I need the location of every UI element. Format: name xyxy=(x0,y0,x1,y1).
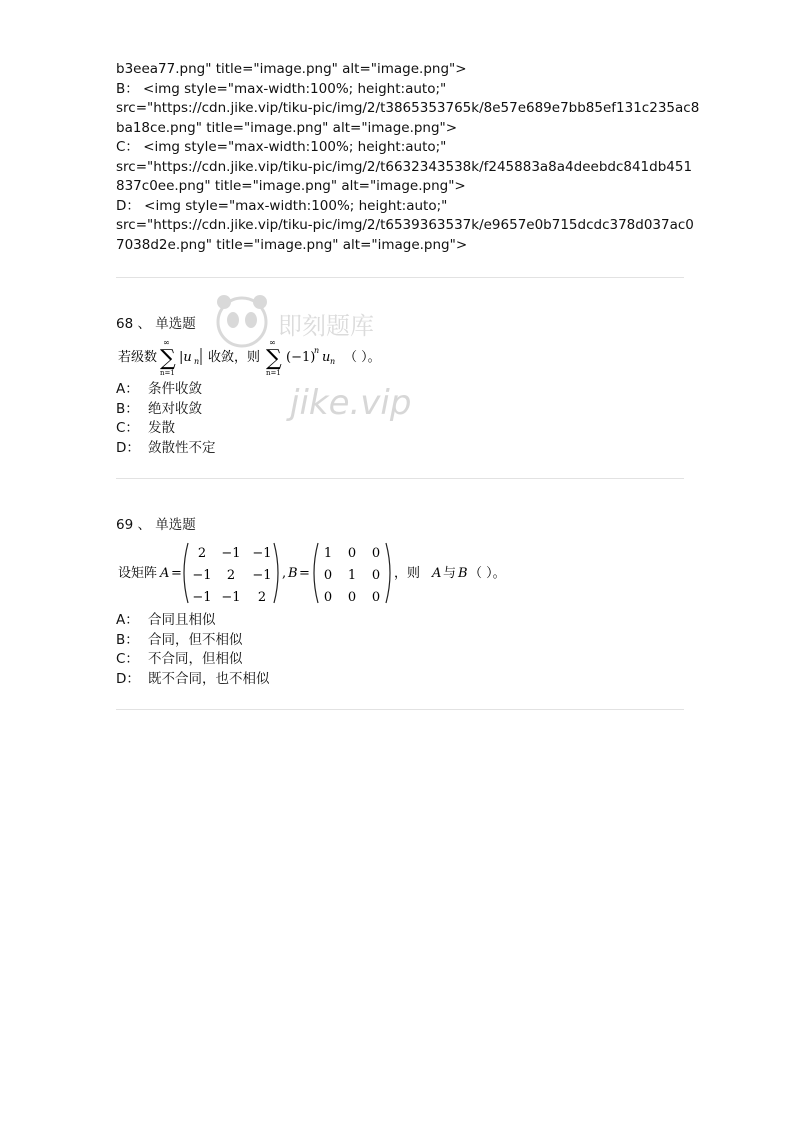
matrix-b-left-paren xyxy=(314,543,318,603)
matrix-b-cell: 0 xyxy=(371,568,381,583)
matrix-b-cell: 0 xyxy=(347,590,357,605)
option-b[interactable] xyxy=(116,400,684,420)
question-69 xyxy=(116,515,684,689)
matrix-a-cell: −1 xyxy=(192,590,212,605)
equals-sign: = xyxy=(171,566,182,581)
question-header: 68 、 单选题 xyxy=(116,316,196,332)
stem-prefix: 设矩阵 xyxy=(118,566,158,581)
option-key: C： xyxy=(116,420,139,436)
text-line: ba18ce.png" title="image.png" alt="image.png"> xyxy=(116,119,458,136)
text-line: src="https://cdn.jike.vip/tiku-pic/img/2/t6539363537k/e9657e0b715dcdc378d037ac0 xyxy=(116,217,694,233)
term-abs-u: |u xyxy=(179,350,192,365)
suffix-b-label: B xyxy=(458,566,468,581)
matrix-b-cell: 0 xyxy=(347,546,357,561)
matrix-a-label: A xyxy=(160,566,170,581)
term-u: u xyxy=(322,350,331,365)
text-line: C： <img style="max-width:100%; height:auto;" xyxy=(116,139,447,155)
option-a[interactable] xyxy=(116,611,684,631)
text-line: src="https://cdn.jike.vip/tiku-pic/img/2/t3865353765k/8e57e689e7bb85ef131c235ac8 xyxy=(116,100,700,116)
term-minus-one: (−1) xyxy=(286,350,316,365)
option-c[interactable] xyxy=(116,650,684,670)
matrix-formula xyxy=(116,537,536,609)
matrix-b-right-paren xyxy=(386,543,390,603)
sum-symbol: ∑ xyxy=(266,346,282,371)
term-subscript: n xyxy=(194,357,200,366)
matrix-a-right-paren xyxy=(274,543,278,603)
option-key: B： xyxy=(116,400,139,417)
stem-suffix: ，则 xyxy=(394,566,421,581)
matrix-a-cell: −1 xyxy=(252,546,272,561)
sum-upper-limit: ∞ xyxy=(163,338,170,347)
stem-suffix: 与 xyxy=(443,566,457,581)
equals-sign: = xyxy=(299,566,310,581)
sum-lower-limit: n=1 xyxy=(160,369,175,377)
previous-question-tail xyxy=(116,60,700,255)
matrix-a-cell: 2 xyxy=(226,568,236,583)
option-text: 发散 xyxy=(148,420,175,436)
option-key: D： xyxy=(116,670,140,687)
text-line: b3eea77.png" title="image.png" alt="image.png"> xyxy=(116,61,467,77)
watermark-brand: 即刻题库 xyxy=(278,312,374,340)
option-c[interactable] xyxy=(116,419,684,439)
option-b[interactable] xyxy=(116,631,684,651)
stem-suffix: （ ）。 xyxy=(344,350,381,365)
option-d[interactable] xyxy=(116,439,684,459)
option-text: 既不合同，也不相似 xyxy=(148,670,270,687)
series-formula xyxy=(116,336,436,378)
term-subscript: n xyxy=(330,357,336,366)
option-key: D： xyxy=(116,439,140,456)
suffix-a-label: A xyxy=(432,566,442,581)
sum-symbol: ∑ xyxy=(160,346,176,371)
text-line: D： <img style="max-width:100%; height:auto;" xyxy=(116,197,448,214)
matrix-a-cell: −1 xyxy=(221,590,241,605)
text-line: 7038d2e.png" title="image.png" alt="image.png"> xyxy=(116,236,468,253)
matrix-b-cell: 0 xyxy=(323,590,333,605)
stem-middle: 收敛，则 xyxy=(208,350,261,365)
option-key: B： xyxy=(116,631,139,648)
stem-suffix: （ ）。 xyxy=(469,566,506,581)
option-text: 敛散性不定 xyxy=(148,439,216,456)
question-68 xyxy=(116,314,684,458)
sum-upper-limit: ∞ xyxy=(269,338,276,347)
watermark-domain: jike.vip xyxy=(290,383,412,423)
term-superscript: n xyxy=(314,346,320,355)
matrix-b-cell: 0 xyxy=(371,590,381,605)
option-d[interactable] xyxy=(116,670,684,690)
divider xyxy=(116,277,684,278)
option-text: 合同且相似 xyxy=(148,612,216,628)
divider xyxy=(116,709,684,710)
matrix-a-cell: −1 xyxy=(252,568,272,583)
matrix-b-cell: 0 xyxy=(323,568,333,583)
option-key: A： xyxy=(116,381,139,397)
matrix-b-cell: 1 xyxy=(323,546,333,561)
option-a[interactable] xyxy=(116,380,684,400)
sum-lower-limit: n=1 xyxy=(266,369,281,377)
text-line: 837c0ee.png" title="image.png" alt="image.png"> xyxy=(116,178,466,194)
matrix-b-cell: 1 xyxy=(347,568,357,583)
option-text: 合同，但不相似 xyxy=(148,631,243,648)
option-key: A： xyxy=(116,612,139,628)
question-stem-formula xyxy=(116,537,684,609)
question-header: 69 、 单选题 xyxy=(116,517,196,533)
stem-prefix: 若级数 xyxy=(118,350,158,365)
matrix-a-cell: 2 xyxy=(257,590,267,605)
divider xyxy=(116,478,684,479)
matrix-a-cell: −1 xyxy=(192,568,212,583)
text-line: src="https://cdn.jike.vip/tiku-pic/img/2/t6632343538k/f245883a8a4deebdc841db451 xyxy=(116,158,693,175)
option-text: 不合同，但相似 xyxy=(148,651,243,667)
option-text: 绝对收敛 xyxy=(148,400,202,417)
matrix-b-label: B xyxy=(288,566,298,581)
option-key: C： xyxy=(116,651,139,667)
matrix-a-cell: −1 xyxy=(221,546,241,561)
text-line: B： <img style="max-width:100%; height:auto;" xyxy=(116,80,447,97)
matrix-a-cell: 2 xyxy=(197,546,207,561)
page-content xyxy=(116,60,700,710)
matrix-a-left-paren xyxy=(184,543,188,603)
matrix-b-cell: 0 xyxy=(371,546,381,561)
option-text: 条件收敛 xyxy=(148,381,202,397)
question-stem-formula xyxy=(116,336,684,378)
comma: , xyxy=(282,566,287,581)
